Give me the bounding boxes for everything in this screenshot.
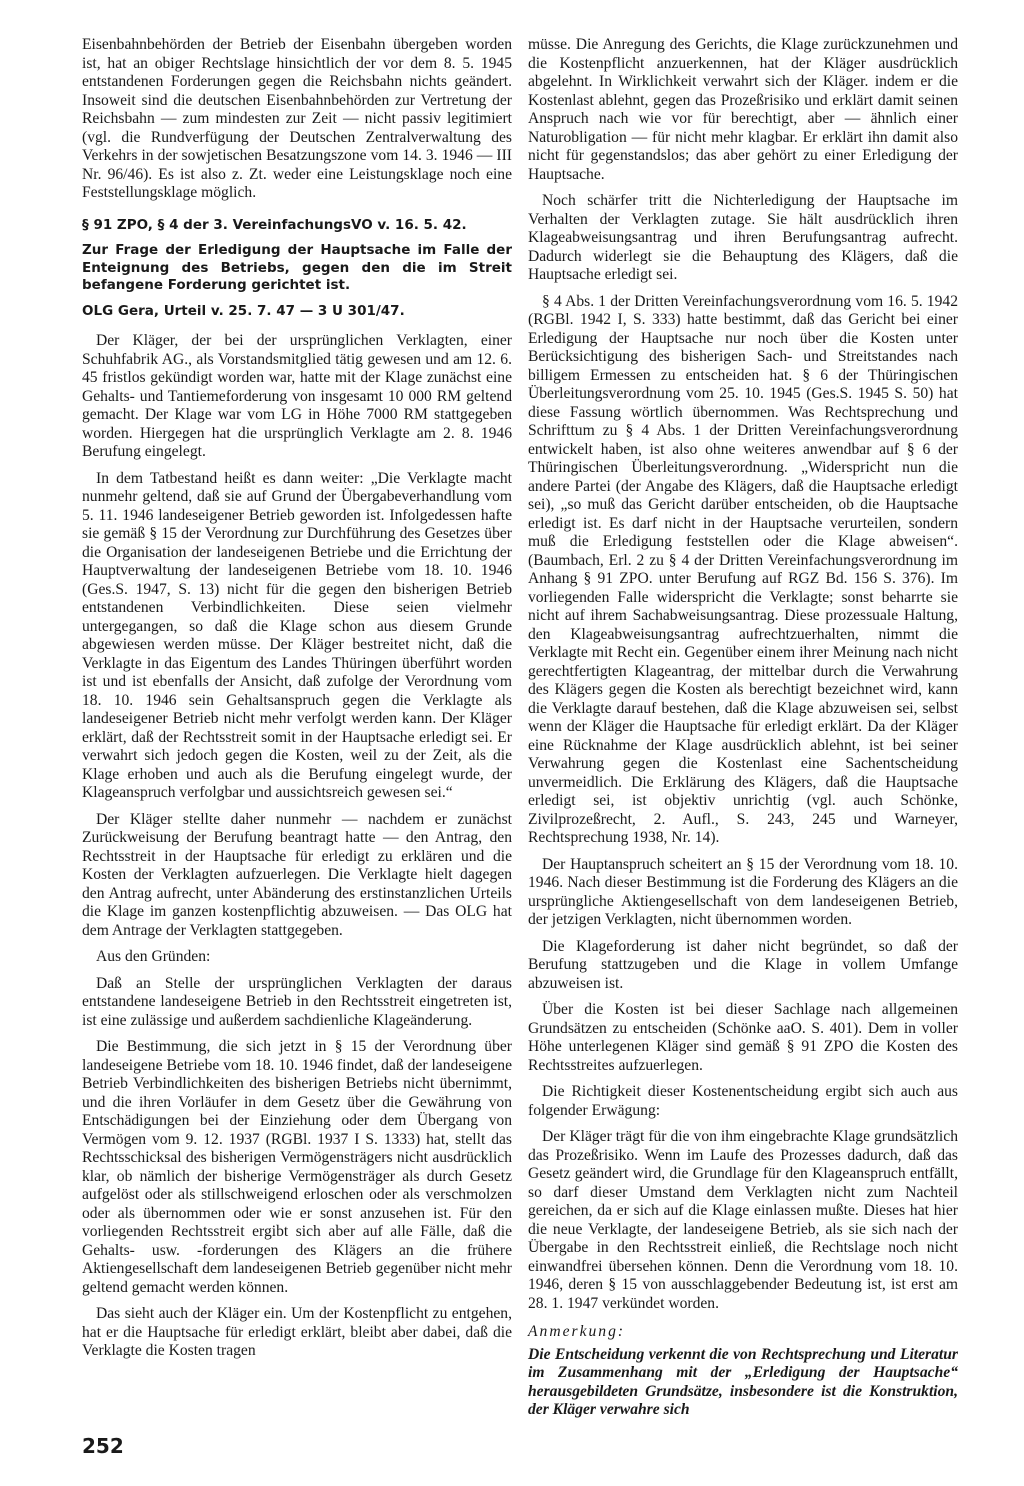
body-paragraph: Der Kläger stellte daher nunmehr — nachdem er zunächst Zurückweisung der Berufung beantragt hatte — den Antrag, den Rechtsstreit in der Hauptsache für erledigt zu erklären und die Kosten der Verklagten aufzuerlegen. Die Verklagte hielt dagegen den Antrag aufrecht, unter Abänderung des erstinstanzlichen Urteils die Klage im ganzen kostenpflichtig abzuweisen. — Das OLG hat dem Antrage der Verklagten stattgegeben. xyxy=(82,810,512,939)
body-paragraph: Das sieht auch der Kläger ein. Um der Kostenpflicht zu entgehen, hat er die Hauptsache für erledigt erklärt, bleibt aber dabei, daß die Verklagte die Kosten tragen xyxy=(82,1305,512,1359)
annotation-heading: Anmerkung: xyxy=(528,1323,626,1340)
intro-paragraph: Eisenbahnbehörden der Betrieb der Eisenbahn übergeben worden ist, hat an obiger Rechtslage hinsichtlich der vor dem 8. 5. 1945 entstandenen Forderungen gegen die Reichsbahn nichts geändert. Insoweit sind die deutschen Eisenbahnbehörden zur Vertretung der Reichsbahn — zum mindesten zur Zeit — nicht passiv legitimiert (vgl. die Rundverfügung der Deutschen Zentralverwaltung des Verkehrs in der sowjetischen Besatzungszone vom 14. 3. 1946 — III Nr. 96/46). Es ist also z. Zt. weder eine Leistungsklage noch eine Feststellungsklage möglich. xyxy=(82,36,512,201)
body-paragraph: Der Kläger trägt für die von ihm eingebrachte Klage grundsätzlich das Prozeßrisiko. Wenn im Laufe des Prozesses dadurch, daß das Gesetz geändert wird, die Grundlage für den Klageanspruch entfällt, so darf dieser Umstand dem Verklagten nicht zum Nachteil gereichen, da er sich auf die Klage einlassen mußte. Dieses hat hier die neue Verklagte, der landeseigene Betrieb, als sie sich nach der Übergabe in den Rechtsstreit einließ, die Rechtslage noch nicht einwandfrei übersehen können. Denn die Verordnung vom 18. 10. 1946, deren § 15 von ausschlaggebender Bedeutung ist, ist erst am 28. 1. 1947 verkündet worden. xyxy=(528,1128,958,1312)
body-paragraph: Daß an Stelle der ursprünglichen Verklagten der daraus entstandene landeseigene Betrieb in den Rechtsstreit eingetreten ist, ist eine zulässige und außerdem sachdienliche Klageänderung. xyxy=(82,974,512,1029)
body-paragraph: Noch schärfer tritt die Nichterledigung der Hauptsache im Verhalten der Verklagten zutage. Sie hält ausdrücklich ihren Klageabweisungsantrag und ihren Berufungsantrag aufrecht. Dadurch widerlegt sie die Behauptung des Klägers, daß die Hauptsache erledigt sei. xyxy=(528,192,958,283)
body-paragraph: Die Richtigkeit dieser Kostenentscheidung ergibt sich auch aus folgender Erwägung: xyxy=(528,1083,958,1119)
body-paragraph: § 4 Abs. 1 der Dritten Vereinfachungsverordnung vom 16. 5. 1942 (RGBl. 1942 I, S. 333) hatte bestimmt, daß das Gericht bei einer Erledigung der Hauptsache nur noch über die Kosten unter Berücksichtigung des bisherigen Sach- und Streitstandes nach billigem Ermessen zu entscheiden hat. § 6 der Thüringischen Überleitungsverordnung vom 25. 10. 1945 (Ges.S. 1945 S. 50) hat diese Fassung wörtlich übernommen. Was Rechtsprechung und Schrifttum zu § 4 Abs. 1 der Dritten Vereinfachungsverordnung entwickelt haben, ist also ohne weiteres anwendbar auf § 6 der Thüringischen Überleitungsverordnung. „Widerspricht nun die andere Partei (der Angabe des Klägers, daß die Hauptsache erledigt sei), „so muß das Gericht darüber entscheiden, ob die Hauptsache erledigt ist. Es darf nicht in der Hauptsache verurteilen, sondern muß die Erledigung feststellen oder die Klage abweisen“. (Baumbach, Erl. 2 zu § 4 der Dritten Vereinfachungsverordnung im Anhang § 91 ZPO. unter Berufung auf RGZ Bd. 156 S. 376). Im vorliegenden Falle widerspricht die Verklagte; sonst beharrte sie nicht auf ihrem Sachabweisungsantrag. Diese prozessuale Haltung, den Klageabweisungsantrag aufrechtzuerhalten, nimmt die Verklagte mit Recht ein. Gegenüber einem ihrer Meinung nach nicht gerechtfertigten Klageantrag, der mittelbar durch die Verwahrung des Klägers gegen die Kosten als berechtigt bezeichnet wird, kann die Verklagte darauf bestehen, daß die Klage abzuweisen sei, selbst wenn der Kläger die Hauptsache für erledigt erklärt. Da der Kläger eine Rücknahme der Klage ausdrücklich ablehnt, ist bei seiner Verwahrung gegen die Kostenlast eine Sachentscheidung unvermeidlich. Die Erklärung des Klägers, daß die Hauptsache erledigt sei, ist objektiv unrichtig (vgl. auch Schönke, Zivilprozeßrecht, 2. Aufl., S. 243, 245 und Warneyer, Rechtsprechung 1938, Nr. 14). xyxy=(528,292,958,846)
body-paragraph: Der Hauptanspruch scheitert an § 15 der Verordnung vom 18. 10. 1946. Nach dieser Bestimmung ist die Forderung des Klägers an die ursprüngliche Aktiengesellschaft von dem landeseigenen Betrieb, der jetzigen Verklagten, nicht übernommen worden. xyxy=(528,855,958,928)
left-column xyxy=(82,36,512,1369)
right-column xyxy=(528,36,958,1428)
reasons-heading: Aus den Gründen: xyxy=(96,948,211,965)
court-reference: OLG Gera, Urteil v. 25. 7. 47 — 3 U 301/47. xyxy=(82,302,405,319)
body-paragraph: Der Kläger, der bei der ursprünglichen Verklagten, einer Schuhfabrik AG., als Vorstandsmitglied tätig gewesen und am 12. 6. 45 fristlos gekündigt worden war, hatte mit der Klage zunächst eine Gehalts- und Tantiemeforderung von insgesamt 10 000 RM geltend gemacht. Der Klage war vom LG in Höhe 7000 RM stattgegeben worden. Hiergegen hat die ursprünglich Verklagte am 2. 8. 1946 Berufung eingelegt. xyxy=(82,332,512,460)
body-paragraph: Die Bestimmung, die sich jetzt in § 15 der Verordnung über landeseigene Betriebe vom 18. 10. 1946 findet, daß der landeseigene Betrieb Verbindlichkeiten des bisherigen Betriebs nicht übernimmt, und die ihren Vorläufer in dem Gesetz über die Gewährung von Entschädigungen bei der Einziehung oder dem Übergang von Vermögen vom 9. 12. 1937 (RGBl. 1937 I S. 1333) hat, stellt das Rechtsschicksal des bisherigen Vermögensträgers nicht ausdrücklich klar, ob nämlich der bisherige Vermögensträger als durch Gesetz aufgelöst oder als stillschweigend erloschen oder als verschmolzen oder als übernommen oder wie er sonst anzusehen ist. Für den vorliegenden Rechtsstreit ergibt sich aber auf alle Fälle, daß die Gehalts- usw. -forderungen des Klägers an die frühere Aktiengesellschaft dem landeseigenen Betrieb gegenüber nicht mehr geltend gemacht werden können. xyxy=(82,1038,512,1296)
body-paragraph: Die Klageforderung ist daher nicht begründet, so daß der Berufung stattzugeben und die Klage in vollem Umfange abzuweisen ist. xyxy=(528,937,958,992)
page-number: 252 xyxy=(82,1434,124,1458)
body-paragraph: Über die Kosten ist bei dieser Sachlage nach allgemeinen Grundsätzen zu entscheiden (Schönke aaO. S. 401). Dem in voller Höhe unterlegenen Kläger sind gemäß § 91 ZPO die Kosten des Rechtsstreites aufzuerlegen. xyxy=(528,1001,958,1074)
annotation-text: Die Entscheidung verkennt die von Rechtsprechung und Literatur im Zusammenhang mit der „Erledigung der Hauptsache“ herausgebildeten Grundsätze, insbesondere ist die Konstruktion, der Kläger verwahre sich xyxy=(528,1345,958,1418)
body-paragraph: In dem Tatbestand heißt es dann weiter: „Die Verklagte macht nunmehr geltend, daß sie auf Grund der Übergabeverhandlung vom 5. 11. 1946 landeseigener Betrieb geworden ist. Infolgedessen hafte sie gemäß § 15 der Verordnung zur Durchführung des Gesetzes über die Organisation der landeseigenen Betriebe und die Errichtung der Hauptverwaltung der landeseigenen Betriebe vom 18. 10. 1946 (Ges.S. 1947, S. 13) nicht für die gegen den bisherigen Betrieb entstandenen Verbindlichkeiten. Diese seien vielmehr untergegangen, so daß die Klage schon aus diesem Grunde abgewiesen werden müsse. Der Kläger bestreitet nicht, daß die Verklagte in das Eigentum des Landes Thüringen überführt worden ist und ist ebenfalls der Ansicht, daß zufolge der Verordnung vom 18. 10. 1946 sein Gehaltsanspruch gegen die Verklagte als landeseigener Betrieb nicht mehr verfolgt werden kann. Der Kläger erklärt, daß der Rechtsstreit somit in der Hauptsache erledigt sei. Er verwahrt sich jedoch gegen die Kosten, weil zu der Zeit, als die Klage erhoben und auch als die Berufung eingelegt wurde, der Klageanspruch verfolgbar und aussichtsreich gewesen sei.“ xyxy=(82,469,512,801)
section-heading: § 91 ZPO, § 4 der 3. VereinfachungsVO v. 16. 5. 42. xyxy=(82,216,467,233)
body-paragraph: müsse. Die Anregung des Gerichts, die Klage zurückzunehmen und die Kostenpflicht anzuerkennen, hat der Kläger ausdrücklich abgelehnt. In Wirklichkeit verwahrt sich der Kläger. indem er die Kostenlast ablehnt, gegen das Prozeßrisiko und erklärt damit seinen Anspruch nach wie vor für berechtigt, aber — ähnlich einer Naturobligation — für nicht mehr klagbar. Er erklärt ihn damit also nicht für gegenstandslos; das aber gehört zu einer Erledigung der Hauptsache. xyxy=(528,36,958,183)
case-title: Zur Frage der Erledigung der Hauptsache im Falle der Enteignung des Betriebs, gegen den die im Streit befangene Forderung gerichtet ist. xyxy=(82,242,512,293)
